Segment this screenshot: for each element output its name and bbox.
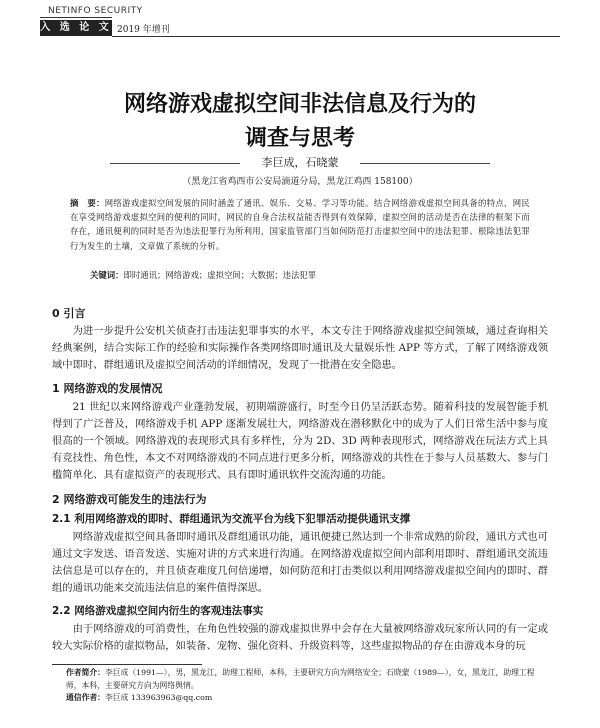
header-divider (40, 17, 112, 18)
abstract-label: 摘 要： (70, 198, 105, 208)
authors: 李巨成，石晓蒙 (254, 156, 347, 169)
footnote (66, 667, 548, 705)
contact-label: 通信作者： (66, 693, 105, 702)
keywords-label: 关键词： (90, 270, 124, 280)
paragraph: 为进一步提升公安机关侦查打击违法犯罪事实的水平，本文专注于网络游戏虚拟空间领域，通过查询相关经典案例，结合实际工作的经验和实际操作各类网络即时通讯及大量娱乐性 APP 等方式，了解了网络游戏领域中即时、群组通讯及虚拟空间活动的详细情况，发现了一批潜在安全隐患。 (52, 325, 548, 371)
contact-info: 李巨成 133963963@qq.com (104, 693, 213, 702)
section-heading-1: 1 网络游戏的发展情况 (52, 382, 163, 395)
author-block (50, 154, 550, 172)
journal-brand: NETINFO SECURITY (48, 6, 143, 16)
paragraph: 21 世纪以来网络游戏产业蓬勃发展，初期端游盛行，时至今日仍呈活跃态势。随着科技的发展智能手机得到了广泛普及，网络游戏手机 APP 逐渐发展壮大，网络游戏在潜移默化中的成为了人们日常生活中参与度很高的一个领域。网络游戏的表现形式具有多样性，分为 2D、3D 两种表现形式，网络游戏在玩法方式上具有竞技性、角色性，本文不对网络游戏的不同点进行更多分析，网络游戏的共性在于参与人员基数大、参与门槛简单化、具有虚拟资产的表现形式、具有即时通讯软件交流沟通的功能。 (52, 401, 548, 481)
section-tag: 入 选 论 文 (40, 20, 112, 36)
section-0-body (52, 323, 548, 374)
bio-label: 作者简介： (66, 668, 105, 677)
issue-label: 2019 年增刊 (117, 25, 170, 35)
footnote-rule (52, 664, 202, 665)
section-1-body (52, 399, 548, 484)
keywords-text: 即时通讯；网络游戏；虚拟空间；大数据；违法犯罪 (123, 270, 317, 280)
paper-title (40, 88, 560, 156)
paragraph: 网络游戏虚拟空间具备即时通讯及群组通讯功能，通讯便捷已然达到一个非常成熟的阶段，通讯方式也可通过文字发送、语音发送、实施对讲的方式来进行沟通。在网络游戏虚拟空间内部利用即时、群组通讯交流违法信息是可以存在的，并且侦查难度几何倍递增，如何防范和打击类似以利用网络游戏虚拟空间内的即时、群组的通讯功能来交流违法信息的案件值得深思。 (52, 531, 548, 594)
title-line-2: 调查与思考 (244, 126, 355, 151)
author-bio: 李巨成（1991—），男，黑龙江，助理工程师，本科，主要研究方向为网络安全；石晓蒙（1989—），女，黑龙江，助理工程师，本科，主要研究方向为网络舆情。 (66, 668, 535, 690)
running-header (40, 6, 560, 38)
subsection-2-1-body (52, 529, 548, 597)
affiliation: （黑龙江省鸡西市公安局滴道分局，黑龙江鸡西 158100） (182, 177, 418, 187)
subsection-heading-2-2: 2.2 网络游戏虚拟空间内衍生的客观违法事实 (52, 605, 264, 617)
subsection-heading-2-1: 2.1 利用网络游戏的即时、群组通讯为交流平台为线下犯罪活动提供通讯支撑 (52, 513, 411, 525)
abstract-text: 网络游戏虚拟空间发展的同时涵盖了通讯、娱乐、交易、学习等功能。结合网络游戏虚拟空间具备的特点，网民在享受网络游戏虚拟空间的便利的同时，网民的自身合法权益能否得到有效保障，虚拟空间的活动是否在法律的框架下而存在，通讯便利的同时是否为违法犯罪行为所利用，国家监管部门当如何防范打击虚拟空间中的违法犯罪、根除违法犯罪行为发生的土壤，文章做了系统的分析。 (70, 198, 530, 251)
abstract (70, 196, 530, 253)
section-heading-0: 0 引言 (52, 307, 86, 320)
keywords (90, 268, 530, 282)
paragraph: 由于网络游戏的可消费性，在角色性较强的游戏虚拟世界中会存在大量被网络游戏玩家所认同的有一定或较大实际价格的虚拟物品，如装备、宠物、强化资料、升级资料等，这些虚拟物品的存在由游戏本身的玩 (52, 623, 548, 652)
section-heading-2: 2 网络游戏可能发生的违法行为 (52, 493, 207, 506)
subsection-2-2-body (52, 621, 548, 661)
header-rule (112, 36, 560, 37)
title-line-1: 网络游戏虚拟空间非法信息及行为的 (123, 92, 476, 117)
